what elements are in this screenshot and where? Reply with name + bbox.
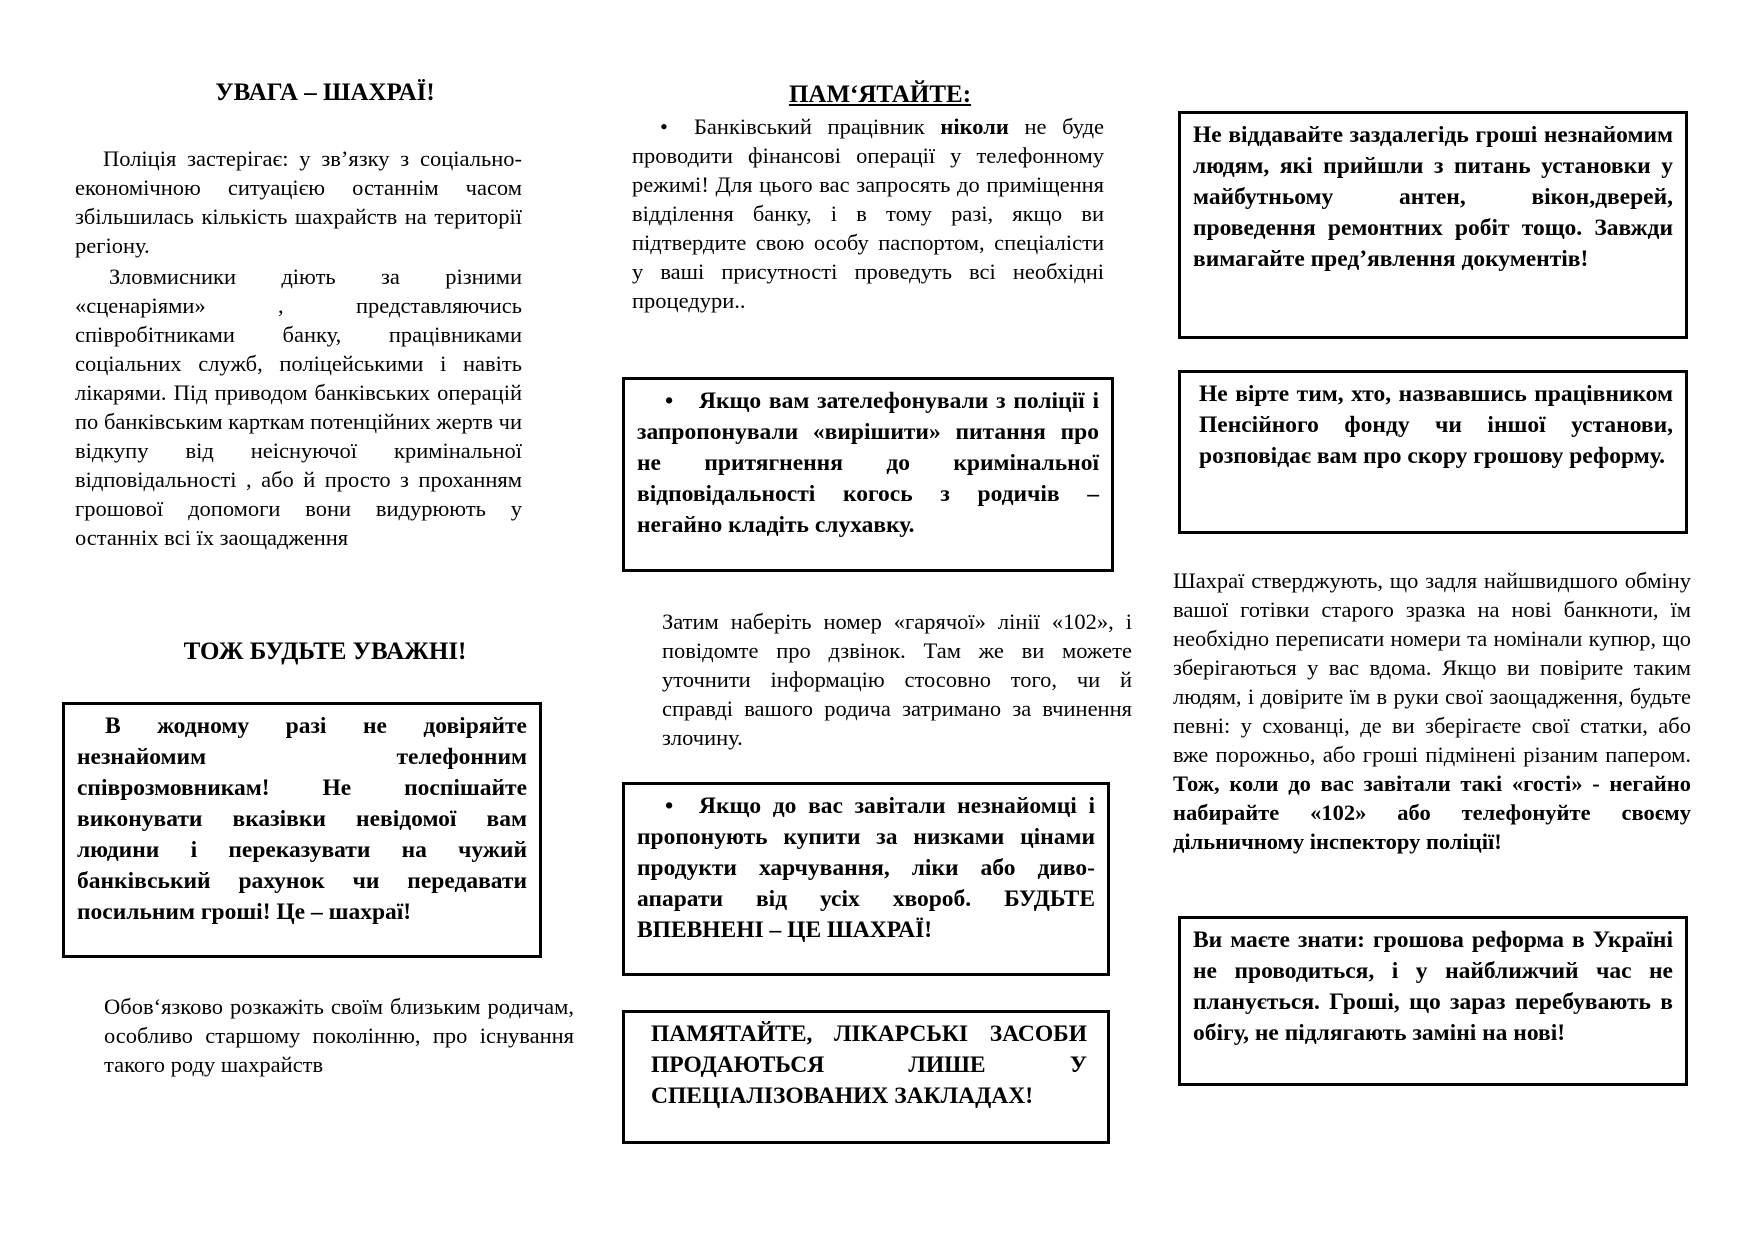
bullet-icon xyxy=(665,386,699,417)
bullet-icon xyxy=(665,791,699,822)
call-102-text: Тож, коли до вас завітали такі «гості» - негайно набирайте «102» або телефонуйте своєму дільничному інспектору поліції! xyxy=(1173,771,1691,854)
exchange-text: Шахраї стверджують, що задля найшвидшого обміну вашої готівки старого зразка на нові банкноти, їм необхідно переписати номери та номінали купюр, що зберігаються у вас вдома. Якщо ви повірите таким людям, і довірите їм в руки свої заощадження, будьте певні: у схованці, де ви зберігаєте свої статки, або вже порожньо, або гроші підмінені різаним папером. xyxy=(1173,568,1691,767)
medicines-text: ПАМЯТАЙТЕ, ЛІКАРСЬКІ ЗАСОБИ ПРОДАЮТЬСЯ ЛИШЕ У СПЕЦІАЛІЗОВАНИХ ЗАКЛАДАХ! xyxy=(651,1021,1087,1109)
police-call-body: Якщо вам зателефонували з поліції і запропонували «вирішити» питання про не притягнення до кримінальної відповідальності когось з родичів – негайно кладіть слухавку. xyxy=(637,388,1099,538)
medicines-box xyxy=(622,1010,1110,1144)
strangers-box xyxy=(622,782,1110,976)
police-call-box xyxy=(622,377,1114,572)
currency-reform-text: Ви маєте знати: грошова реформа в Україні не проводиться, і у найближчий час не планується. Гроші, що зараз перебувають в обігу, не підлягають заміні на нові! xyxy=(1193,927,1673,1046)
exchange-paragraph xyxy=(1173,566,1691,856)
installers-text: Не віддавайте заздалегідь гроші незнайомим людям, які прийшли з питань установки у майбутньому антен, вікон,дверей, проведення ремонтних робіт тощо. Завжди вимагайте пред’явлення документів! xyxy=(1193,122,1673,272)
bank-worker-bullet xyxy=(632,112,1104,315)
bank-worker-text-a: Банківський працівник xyxy=(694,114,941,139)
bank-worker-never: ніколи xyxy=(940,114,1009,139)
be-careful-heading: ТОЖ БУДЬТЕ УВАЖНІ! xyxy=(183,638,467,665)
currency-reform-box xyxy=(1178,916,1688,1086)
scenarios-paragraph: Зловмисники діють за різними «сценаріями» , представляючись співробітниками банку, працівниками соціальних служб, поліцейськими і навіть лікарями. Під приводом банківських операцій по банківським карткам потенційних жертв чи відкупу від неіснуючої кримінальної відповідальності , або й просто з проханням грошової допомоги вони видурюють у останніх всі їх заощадження xyxy=(75,264,522,550)
tell-relatives-paragraph: Обов‘язково розкажіть своїм близьким родичам, особливо старшому поколінню, про існування такого роду шахрайств xyxy=(104,994,574,1077)
warning-heading: УВАГА – ШАХРАЇ! xyxy=(215,79,435,106)
strangers-text xyxy=(637,791,1095,946)
bank-worker-text-c: не буде проводити фінансові операції у телефонному режимі! Для цього вас запросять до приміщення відділення банку, і в тому разі, якщо ви підтвердите свою особу паспортом, спеціалісти у ваші присутності проведуть всі необхідні процедури.. xyxy=(632,114,1105,313)
pension-fund-box xyxy=(1178,370,1688,534)
installers-box xyxy=(1178,111,1688,339)
hotline-paragraph: Затим наберіть номер «гарячої» лінії «102», і повідомте про дзвінок. Там же ви можете уточнити інформацію стосовно того, чи й справді вашого родича затримано за вчинення злочину. xyxy=(662,609,1132,750)
do-not-trust-box xyxy=(62,702,542,958)
pension-fund-text: Не вірте тим, хто, назвавшись працівником Пенсійного фонду чи іншої установи, розповідає вам про скору грошову реформу. xyxy=(1199,381,1673,469)
intro-paragraph: Поліція застерігає: у зв’язку з соціально-економічною ситуацією останнім часом збільшилась кількість шахрайств на території регіону. xyxy=(75,146,522,258)
strangers-body: Якщо до вас завітали незнайомці і пропонують купити за низками цінами продукти харчування, ліки або диво-апарати від усіх хвороб. БУДЬТЕ ВПЕВНЕНІ – ЦЕ ШАХРАЇ! xyxy=(637,793,1095,943)
bullet-icon xyxy=(660,112,694,141)
do-not-trust-text: В жодному разі не довіряйте незнайомим телефонним співрозмовникам! Не поспішайте виконувати вказівки невідомої вам людини і переказувати на чужий банківський рахунок чи передавати посильним гроші! Це – шахраї! xyxy=(77,713,527,925)
remember-heading: ПАМ‘ЯТАЙТЕ: xyxy=(788,81,972,108)
police-call-text xyxy=(637,386,1099,541)
